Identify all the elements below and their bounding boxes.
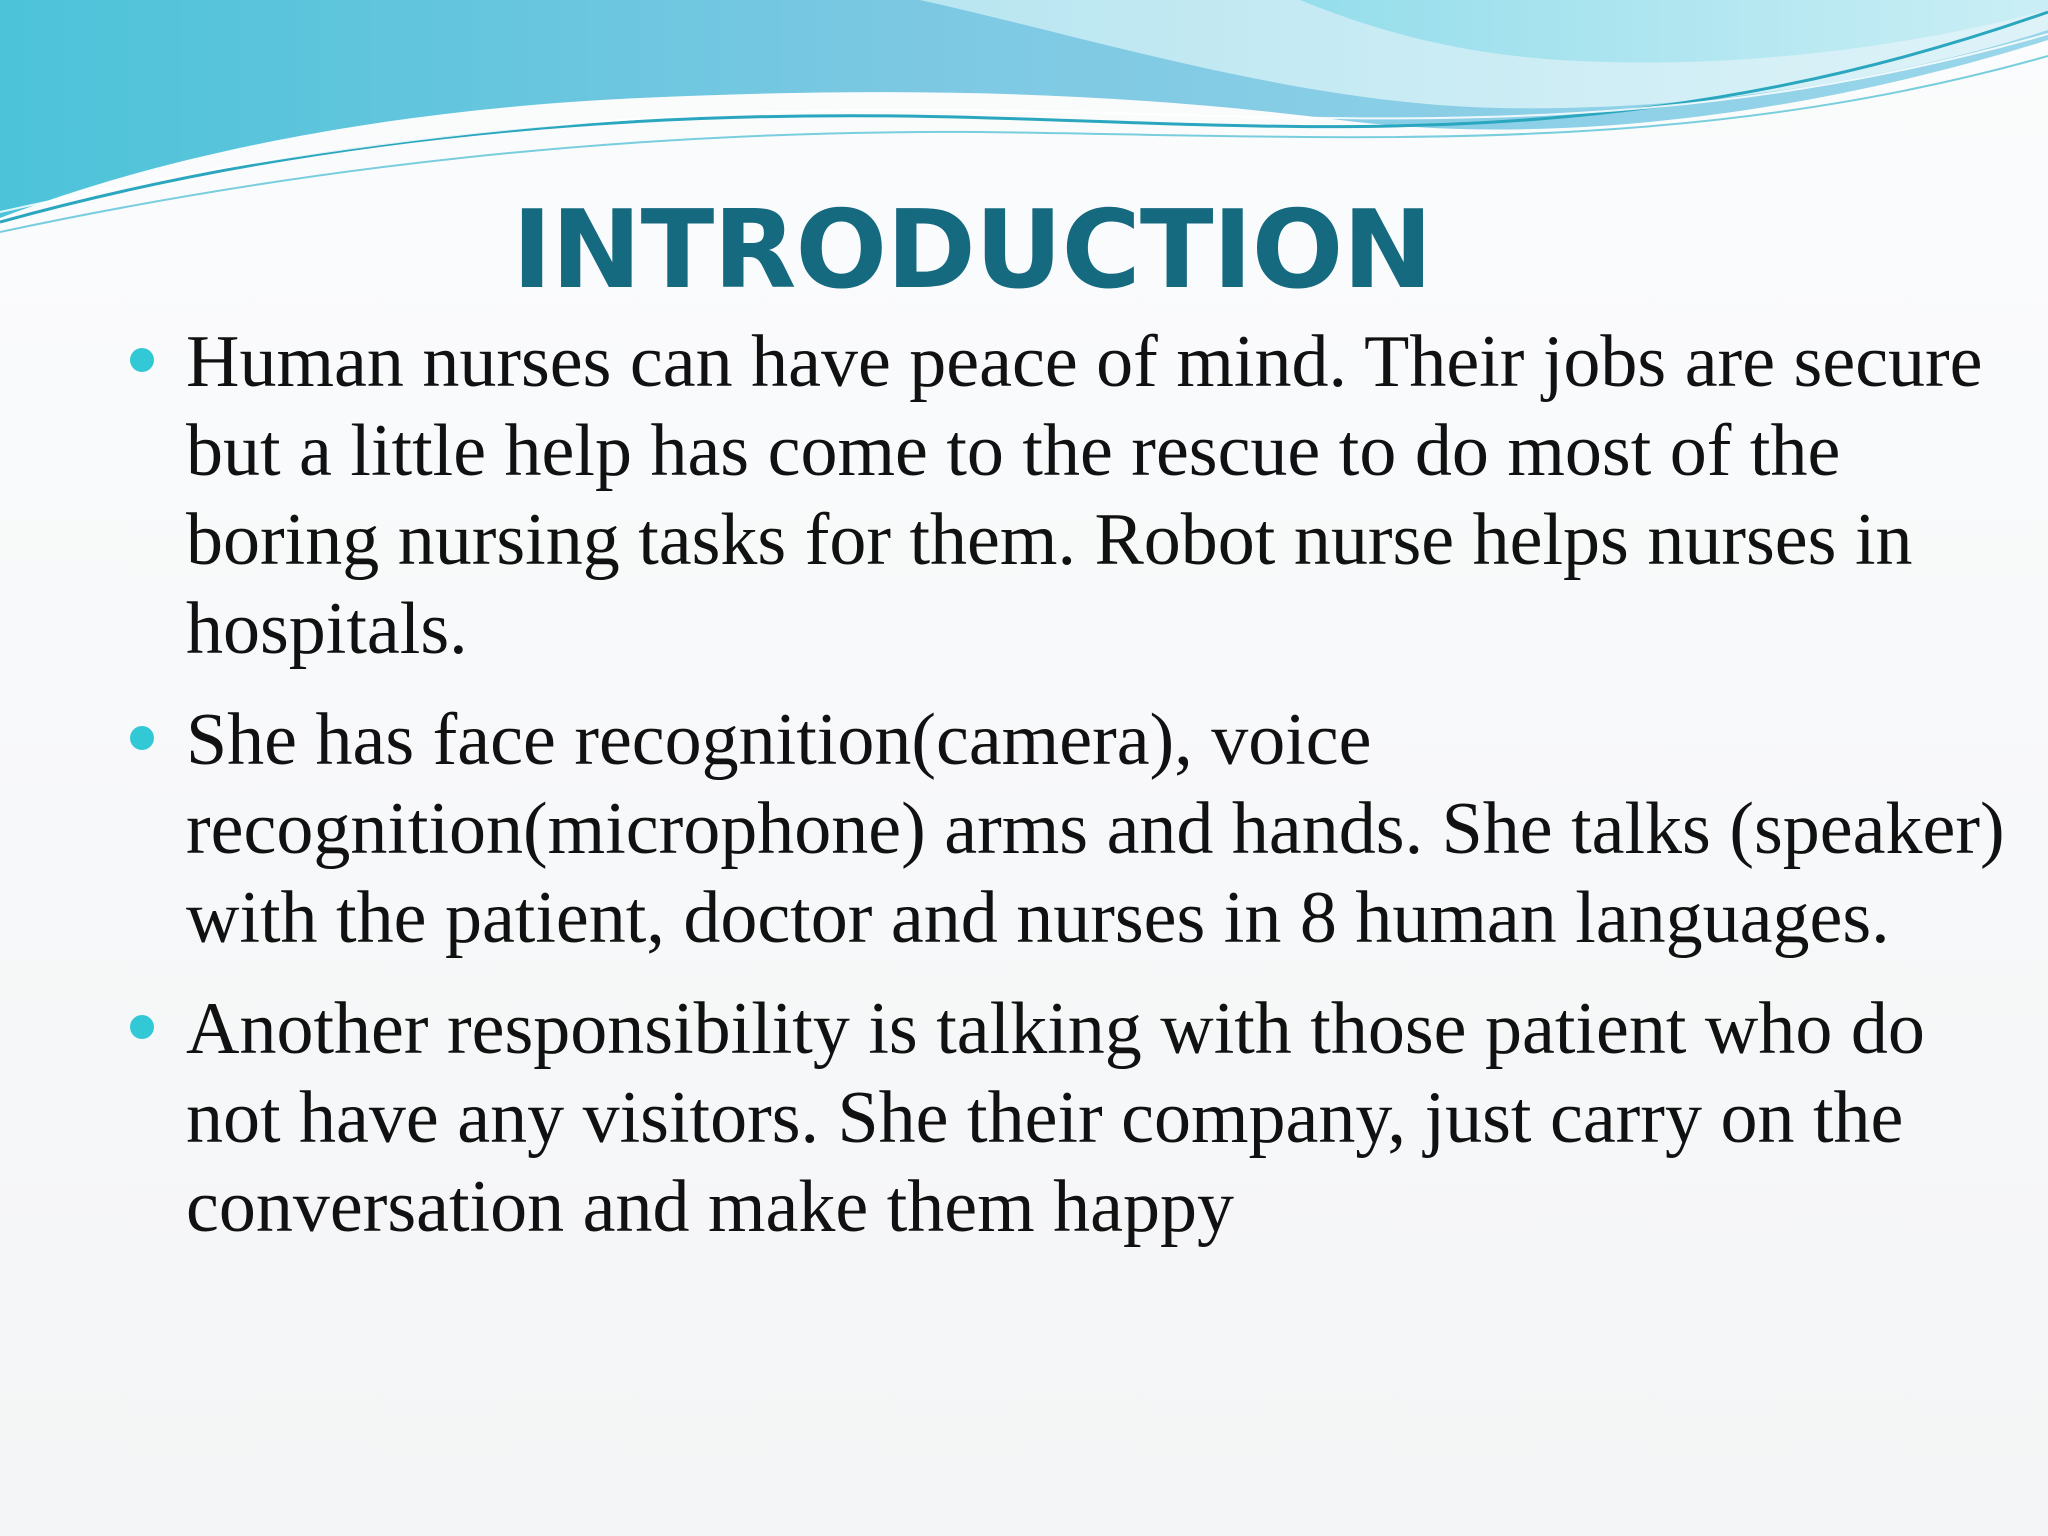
bullet-dot-icon [130, 726, 154, 750]
bullet-text: Human nurses can have peace of mind. Their jobs are secure but a little help has come to the rescue to do most of the boring nursing tasks for them. Robot nurse helps nurses in hospitals. [186, 321, 1983, 670]
bullet-item [128, 696, 2008, 963]
bullet-item [128, 985, 2008, 1252]
bullet-item [128, 318, 2008, 674]
bullet-text: Another responsibility is talking with those patient who do not have any visitors. She their company, just carry on the conversation and make them happy [186, 988, 1925, 1248]
slide-title: INTRODUCTION [512, 188, 1432, 313]
bullet-dot-icon [130, 1015, 154, 1039]
bullet-dot-icon [130, 348, 154, 372]
bullet-list [128, 318, 2008, 1274]
bullet-text: She has face recognition(camera), voice recognition(microphone) arms and hands. She talks (speaker) with the patient, doctor and nurses in 8 human languages. [186, 699, 2005, 959]
